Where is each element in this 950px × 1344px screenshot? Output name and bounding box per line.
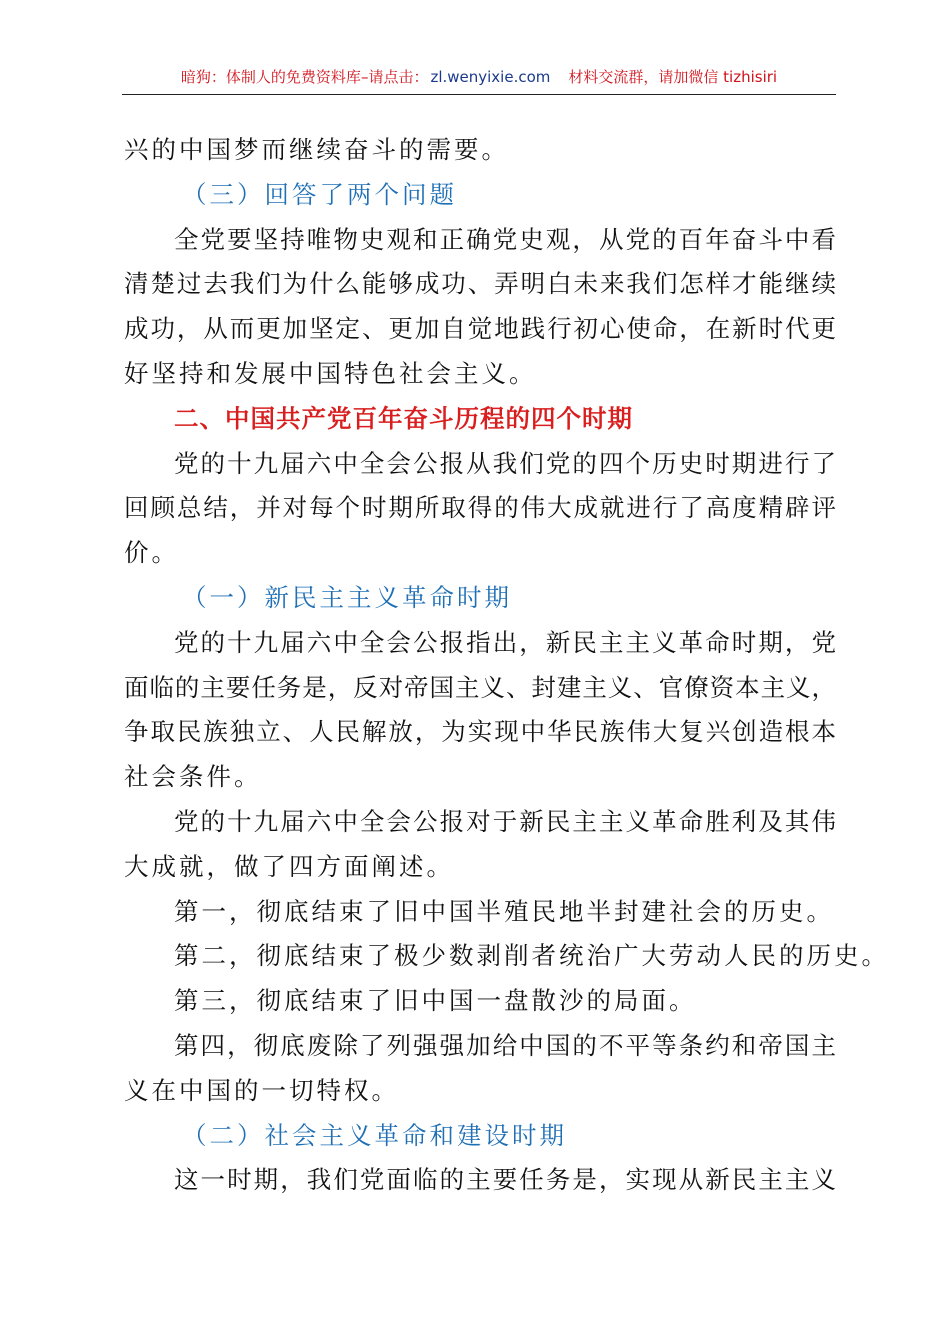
header-url-link[interactable]: zl.wenyixie.com [430, 68, 551, 86]
header-click-prompt: –请点击： [360, 68, 429, 86]
subheading: （二）社会主义革命和建设时期 [182, 1120, 567, 1150]
paragraph-line: 兴的中国梦而继续奋斗的需要。 [124, 135, 509, 164]
paragraph-line: 第三，彻底结束了旧中国一盘散沙的局面。 [174, 986, 697, 1016]
paragraph-line: 好坚持和发展中国特色社会主义。 [124, 358, 537, 388]
subheading: （三）回答了两个问题 [182, 179, 457, 209]
paragraph-line: 社会条件。 [124, 762, 262, 792]
paragraph-line: 清楚过去我们为什么能够成功、弄明白未来我们怎样才能继续 [124, 269, 836, 299]
paragraph-line: 党的十九届六中全会公报对于新民主主义革命胜利及其伟 [174, 806, 836, 836]
paragraph-line: 成功，从而更加坚定、更加自觉地践行初心使命，在新时代更 [124, 314, 836, 344]
paragraph-line: 面临的主要任务是，反对帝国主义、封建主义、官僚资本主义， [124, 672, 836, 702]
paragraph-line: 义在中国的一切特权。 [124, 1075, 399, 1105]
paragraph-line: 第一，彻底结束了旧中国半殖民地半封建社会的历史。 [174, 896, 834, 926]
paragraph-line: 党的十九届六中全会公报指出，新民主主义革命时期，党 [174, 627, 836, 657]
header-brand: 暗狗：体制人的免费资料库 [180, 68, 361, 86]
paragraph-line: 全党要坚持唯物史观和正确党史观，从党的百年奋斗中看 [174, 224, 836, 254]
paragraph-line: 第二，彻底结束了极少数剥削者统治广大劳动人民的历史。 [174, 941, 889, 971]
paragraph-line: 价。 [124, 538, 179, 568]
subheading: （一）新民主主义革命时期 [182, 582, 512, 612]
paragraph-line: 这一时期，我们党面临的主要任务是，实现从新民主主义 [174, 1165, 836, 1195]
header-contact: 材料交流群，请加微信 tizhisiri [568, 68, 778, 86]
page-header [122, 66, 836, 95]
section-heading: 二、中国共产党百年奋斗历程的四个时期 [174, 403, 633, 433]
paragraph-line: 大成就，做了四方面阐述。 [124, 851, 454, 881]
document-body [124, 128, 889, 1203]
paragraph-line: 争取民族独立、人民解放，为实现中华民族伟大复兴创造根本 [124, 717, 836, 747]
paragraph-line: 党的十九届六中全会公报从我们党的四个历史时期进行了 [174, 448, 836, 478]
paragraph-line: 回顾总结，并对每个时期所取得的伟大成就进行了高度精辟评 [124, 493, 836, 523]
paragraph-line: 第四，彻底废除了列强强加给中国的不平等条约和帝国主 [174, 1030, 836, 1060]
